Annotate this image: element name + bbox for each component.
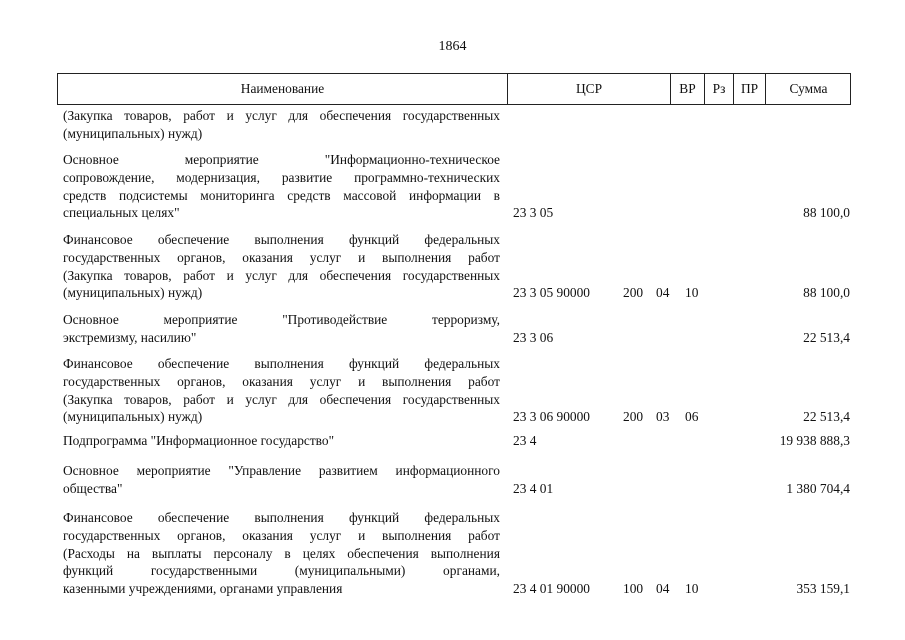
row-name (63, 355, 500, 426)
header-pr: ПР (734, 74, 766, 104)
table-header (57, 73, 851, 105)
row-csr: 23 3 06 (513, 329, 554, 345)
header-name: Наименование (58, 74, 508, 104)
row-sum: 88 100,0 (803, 205, 850, 221)
row-sum: 19 938 888,3 (779, 433, 850, 448)
row-name-line: казенными учреждениями, органами управления (63, 581, 343, 597)
table-row (63, 432, 850, 450)
row-name-line: функций государственными (муниципальными) органами, (63, 563, 500, 579)
row-name (63, 311, 500, 347)
row-name (63, 462, 500, 498)
row-csr: 23 4 01 90000 (513, 581, 590, 597)
header-csr: ЦСР (508, 74, 671, 104)
table-row (63, 151, 850, 222)
header-sum: Сумма (789, 81, 828, 96)
row-sum: 22 513,4 (803, 329, 850, 345)
row-name (63, 231, 500, 302)
header-vr: ВР (671, 74, 705, 104)
row-name-line: средств подсистемы мониторинга средств массовой информации в (63, 187, 500, 203)
row-sum: 22 513,4 (803, 409, 850, 425)
row-name-line: экстремизму, насилию" (63, 329, 197, 345)
row-name-line: (Расходы на выплаты персоналу в целях обеспечения выполнения (63, 545, 500, 561)
row-name-line: Финансовое обеспечение выполнения функций федеральных (63, 356, 500, 371)
row-name-line: (муниципальных) нужд) (63, 285, 203, 301)
row-name-line: Основное мероприятие "Управление развитием информационного (63, 463, 500, 478)
row-csr: 23 4 01 (513, 480, 554, 496)
row-name-line: Подпрограмма "Информационное государство" (63, 433, 335, 448)
row-vr: 200 (623, 285, 644, 301)
table-row (63, 355, 850, 426)
row-vr: 200 (623, 409, 644, 425)
row-name-line: (Закупка товаров, работ и услуг для обеспечения государственных (63, 267, 500, 283)
row-name-line: государственных органов, оказания услуг и выполнения работ (63, 249, 500, 265)
row-csr: 23 3 06 90000 (513, 409, 590, 425)
row-name-line: государственных органов, оказания услуг и выполнения работ (63, 527, 500, 543)
row-pr: 10 (685, 581, 699, 597)
row-name-line: общества" (63, 480, 123, 496)
row-name-line: (муниципальных) нужд) (63, 125, 203, 141)
row-pr: 06 (685, 409, 699, 425)
row-name-line: (Закупка товаров, работ и услуг для обеспечения государственных (63, 391, 500, 407)
row-name (63, 509, 500, 598)
row-rz: 04 (656, 285, 670, 301)
row-sum: 88 100,0 (803, 285, 850, 301)
table-row (63, 462, 850, 498)
row-name-line: (Закупка товаров, работ и услуг для обеспечения государственных (63, 108, 500, 123)
page-number: 1864 (438, 39, 467, 54)
table-row (63, 311, 850, 347)
row-name-line: Основное мероприятие "Противодействие терроризму, (63, 312, 500, 327)
row-sum: 1 380 704,4 (786, 480, 850, 496)
row-rz: 03 (656, 409, 670, 425)
table-row (63, 107, 850, 143)
row-name-line: Основное мероприятие "Информационно-техническое (63, 152, 500, 167)
row-name-line: государственных органов, оказания услуг и выполнения работ (63, 373, 500, 389)
row-name-line: Финансовое обеспечение выполнения функций федеральных (63, 232, 500, 247)
row-sum: 353 159,1 (796, 581, 850, 597)
table-row (63, 231, 850, 302)
row-rz: 04 (656, 581, 670, 597)
row-name (63, 432, 500, 450)
row-pr: 10 (685, 285, 699, 301)
row-vr: 100 (623, 581, 644, 597)
row-csr: 23 3 05 90000 (513, 285, 590, 301)
row-name-line: сопровождение, модернизация, развитие программно-технических (63, 169, 500, 185)
row-name-line: специальных целях" (63, 205, 180, 221)
row-csr: 23 4 (513, 433, 537, 448)
row-csr: 23 3 05 (513, 205, 554, 221)
table-row (63, 509, 850, 598)
row-name (63, 151, 500, 222)
row-name (63, 107, 500, 143)
header-rz: Рз (705, 74, 734, 104)
row-name-line: (муниципальных) нужд) (63, 409, 203, 425)
row-name-line: Финансовое обеспечение выполнения функций федеральных (63, 510, 500, 525)
